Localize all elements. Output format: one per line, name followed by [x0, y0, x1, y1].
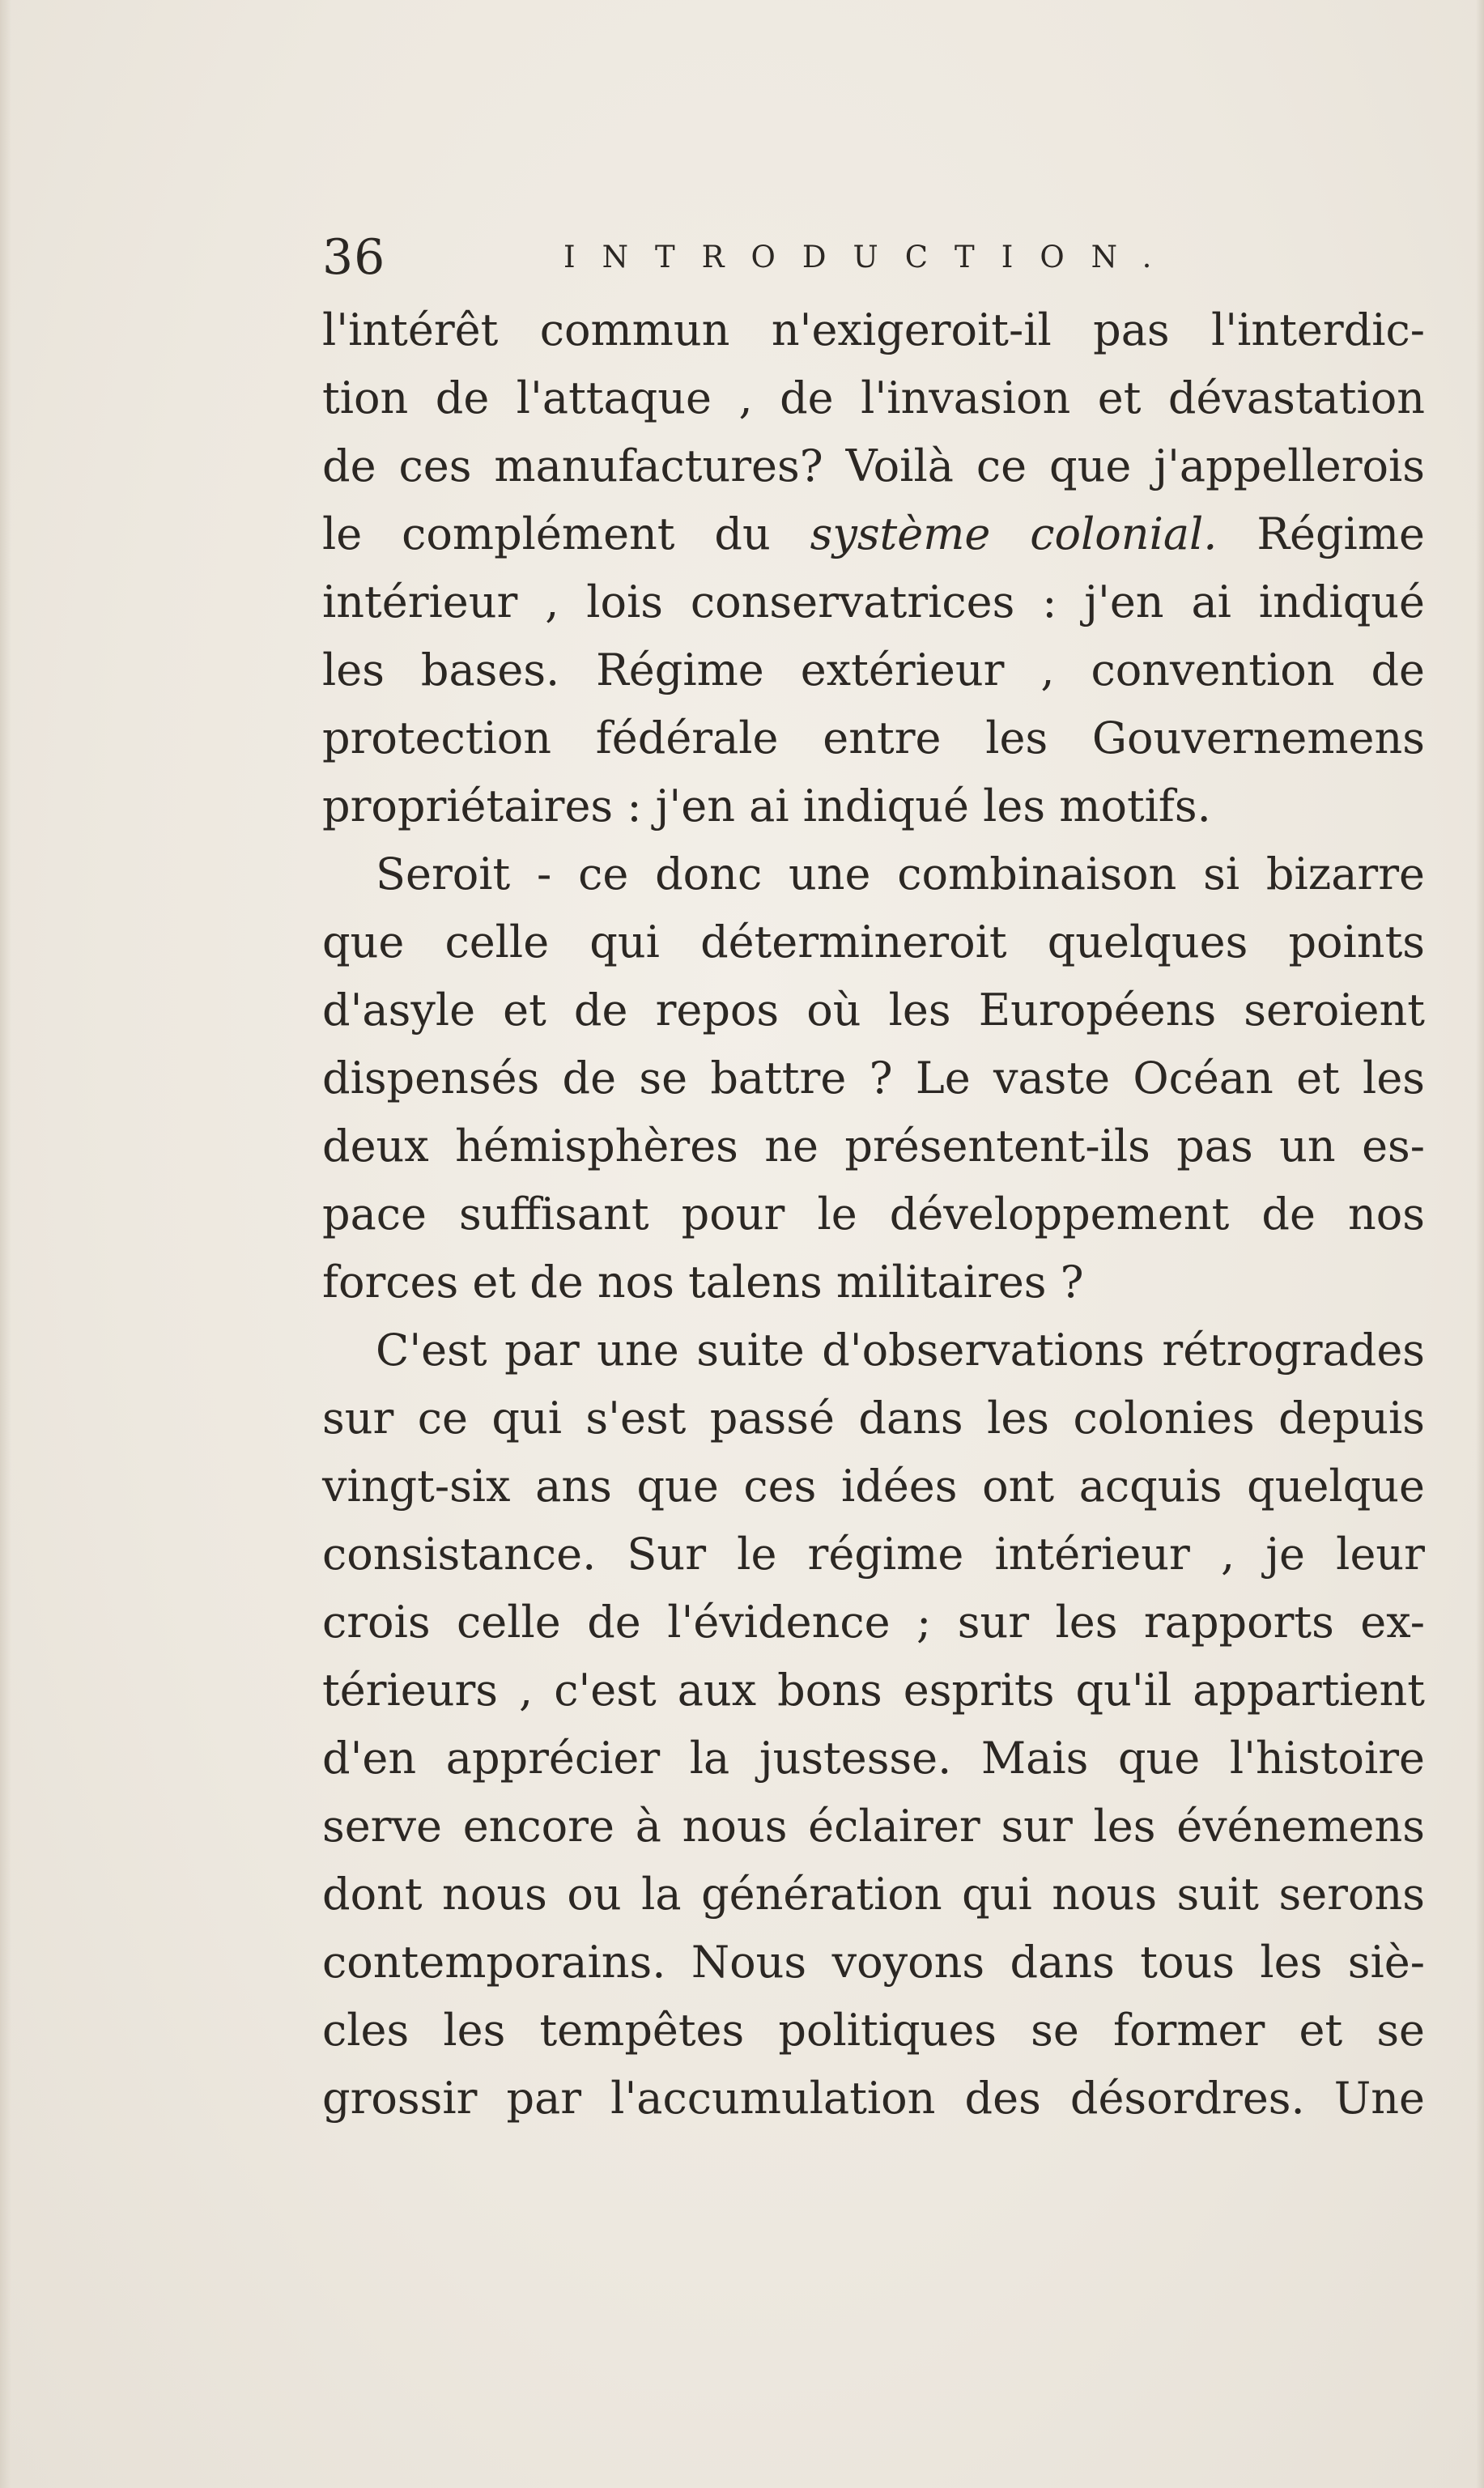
text-line-13: deux hémisphères ne présentent-ils pas un es-: [322, 1121, 1425, 1172]
text-line-4: [322, 500, 1425, 568]
text-line-10: que celle qui détermineroit quelques points: [322, 917, 1425, 968]
text-line-17: sur ce qui s'est passé dans les colonies depuis: [322, 1393, 1425, 1444]
text-line-3: de ces manufactures? Voilà ce que j'appellerois: [322, 440, 1425, 491]
text-line-23: serve encore à nous éclairer sur les événemens: [322, 1801, 1425, 1852]
text-line-14: pace suffisant pour le développement de nos: [322, 1189, 1425, 1240]
text-line-8: propriétaires : j'en ai indiqué les motifs.: [322, 780, 1211, 831]
text-line-22: d'en apprécier la justesse. Mais que l'histoire: [322, 1733, 1425, 1784]
text-line-2: tion de l'attaque , de l'invasion et dévastation: [322, 372, 1425, 423]
text-line-5: intérieur , lois conservatrices : j'en ai indiqué: [322, 576, 1425, 627]
running-head: [322, 219, 1425, 296]
running-head-title: INTRODUCTION.: [563, 240, 1179, 274]
text-line-18: vingt-six ans que ces idées ont acquis quelque: [322, 1461, 1425, 1512]
text-line-1: l'intérêt commun n'exigeroit-il pas l'interdic-: [322, 304, 1425, 355]
text-line-9: Seroit - ce donc une combinaison si bizarre: [376, 848, 1425, 900]
text-line-6: les bases. Régime extérieur , convention de: [322, 644, 1425, 695]
text-line-11: d'asyle et de repos où les Européens seroient: [322, 985, 1425, 1036]
page-right-edge-shadow: [1476, 0, 1484, 2488]
text-line-24: dont nous ou la génération qui nous suit serons: [322, 1869, 1425, 1920]
text-line-21: térieurs , c'est aux bons esprits qu'il appartient: [322, 1665, 1425, 1716]
text-line-12: dispensés de se battre ? Le vaste Océan et les: [322, 1053, 1425, 1104]
text-line-16: C'est par une suite d'observations rétrogrades: [376, 1325, 1425, 1376]
page-number: 36: [322, 229, 386, 286]
italic-phrase-systeme-colonial: système colonial.: [810, 508, 1218, 559]
text-line-7: protection fédérale entre les Gouvernemens: [322, 712, 1425, 763]
text-line-15: forces et de nos talens militaires ?: [322, 1257, 1084, 1308]
text-block: [322, 219, 1425, 2133]
text-line-4-start: le complément du: [322, 508, 771, 559]
text-line-25: contemporains. Nous voyons dans tous les siè-: [322, 1937, 1425, 1988]
text-line-20: crois celle de l'évidence ; sur les rapports ex-: [322, 1597, 1425, 1648]
text-line-26: cles les tempêtes politiques se former et se: [322, 2005, 1425, 2056]
page-left-edge-shadow: [0, 0, 11, 2488]
text-line-4-end: Régime: [1257, 508, 1425, 559]
text-line-27: grossir par l'accumulation des désordres. Une: [322, 2073, 1425, 2124]
text-line-19: consistance. Sur le régime intérieur , je leur: [322, 1529, 1425, 1580]
